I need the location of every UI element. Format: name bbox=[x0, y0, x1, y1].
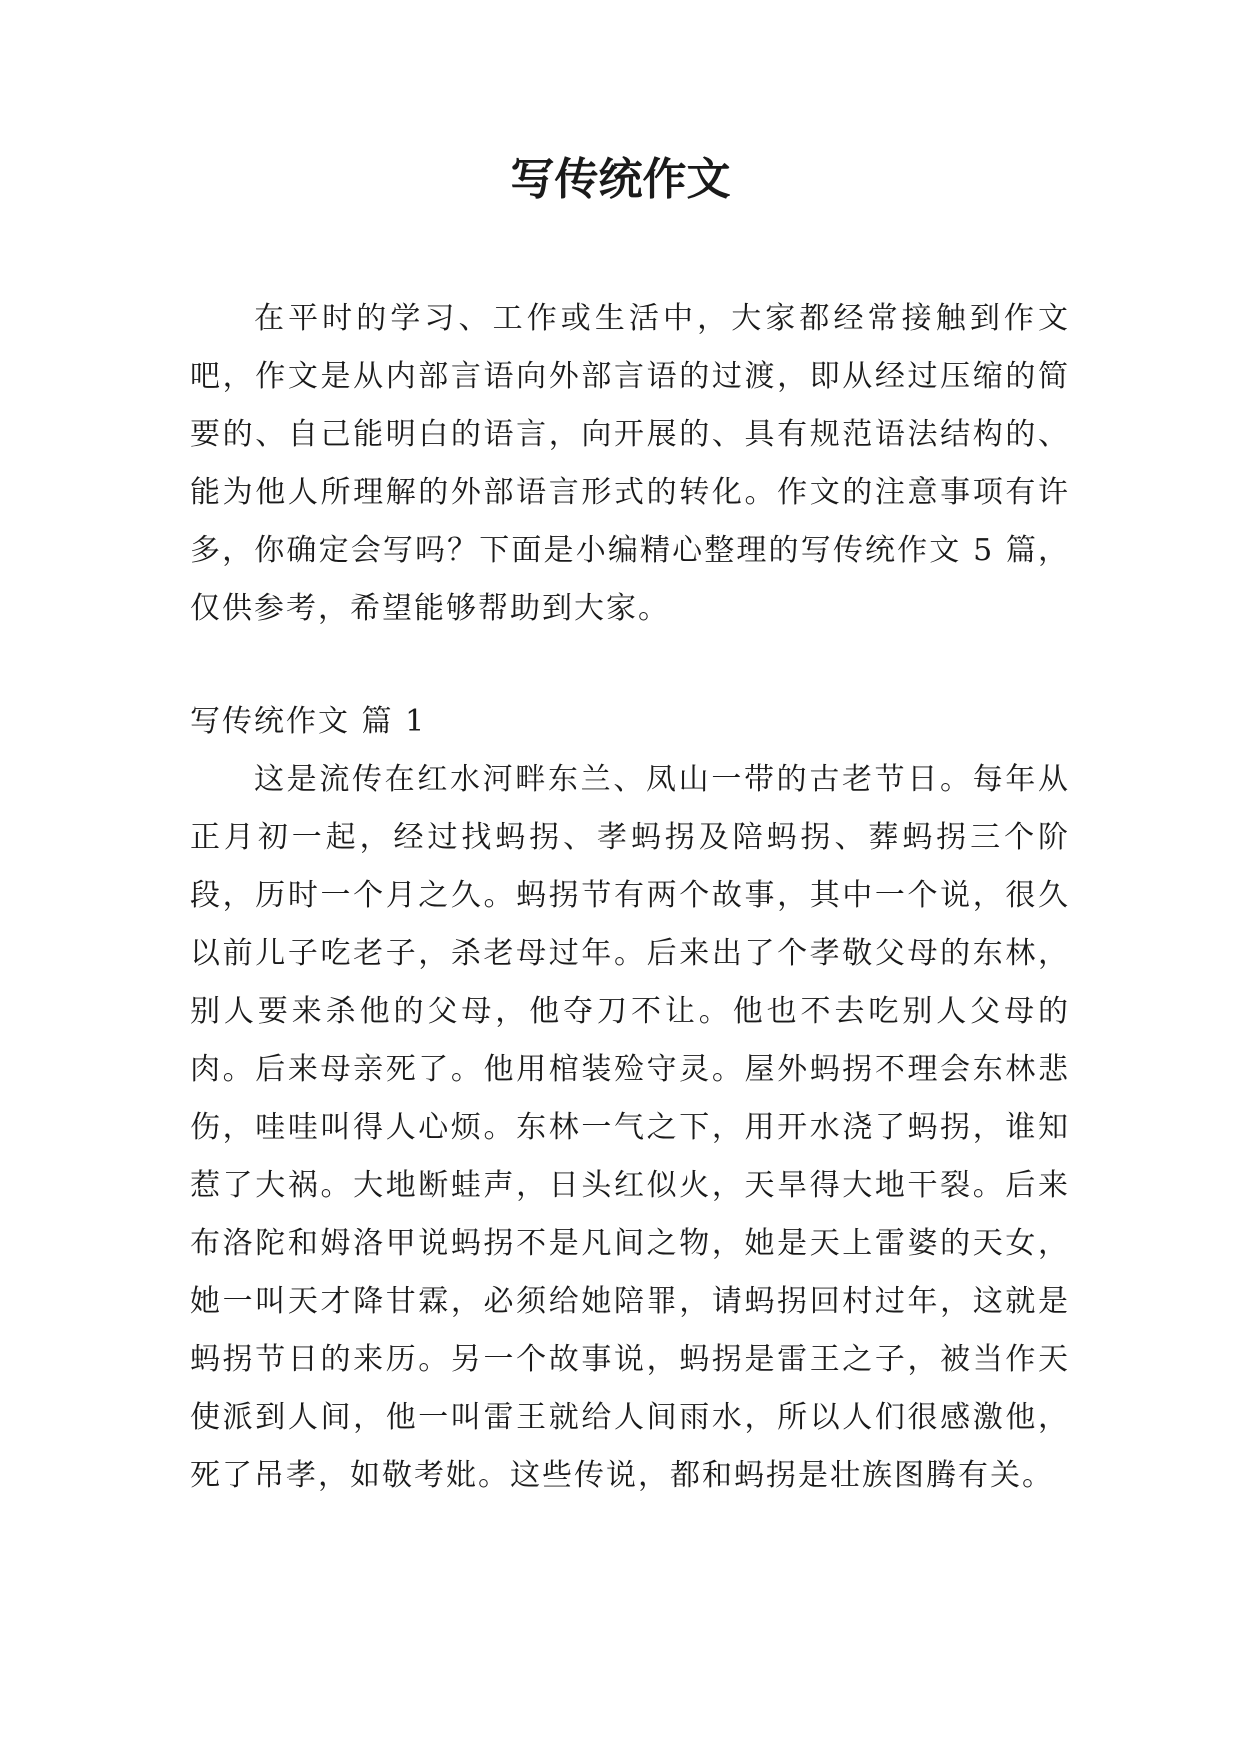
section-heading: 写传统作文 篇 1 bbox=[190, 704, 427, 739]
intro-paragraph: 在平时的学习、工作或生活中，大家都经常接触到作文吧，作文是从内部言语向外部言语的过渡，即从经过压缩的简要的、自己能明白的语言，向开展的、具有规范语法结构的、能为他人所理解的外部语言形式的转化。作文的注意事项有许多，你确定会写吗？下面是小编精心整理的写传统作文 5 篇，仅供参考，希望能够帮助到大家。 bbox=[190, 301, 1070, 626]
section-body-paragraph: 这是流传在红水河畔东兰、凤山一带的古老节日。每年从正月初一起，经过找蚂拐、孝蚂拐及陪蚂拐、葬蚂拐三个阶段，历时一个月之久。蚂拐节有两个故事，其中一个说，很久以前儿子吃老子，杀老母过年。后来出了个孝敬父母的东林，别人要来杀他的父母，他夺刀不让。他也不去吃别人父母的肉。后来母亲死了。他用棺装殓守灵。屋外蚂拐不理会东林悲伤，哇哇叫得人心烦。东林一气之下，用开水浇了蚂拐，谁知惹了大祸。大地断蛙声，日头红似火，天旱得大地干裂。后来布洛陀和姆洛甲说蚂拐不是凡间之物，她是天上雷婆的天女，她一叫天才降甘霖，必须给她陪罪，请蚂拐回村过年，这就是蚂拐节日的来历。另一个故事说，蚂拐是雷王之子，被当作天使派到人间，他一叫雷王就给人间雨水，所以人们很感激他，死了吊孝，如敬考妣。这些传说，都和蚂拐是壮族图腾有关。 bbox=[190, 762, 1070, 1493]
document-title: 写传统作文 bbox=[510, 154, 731, 205]
